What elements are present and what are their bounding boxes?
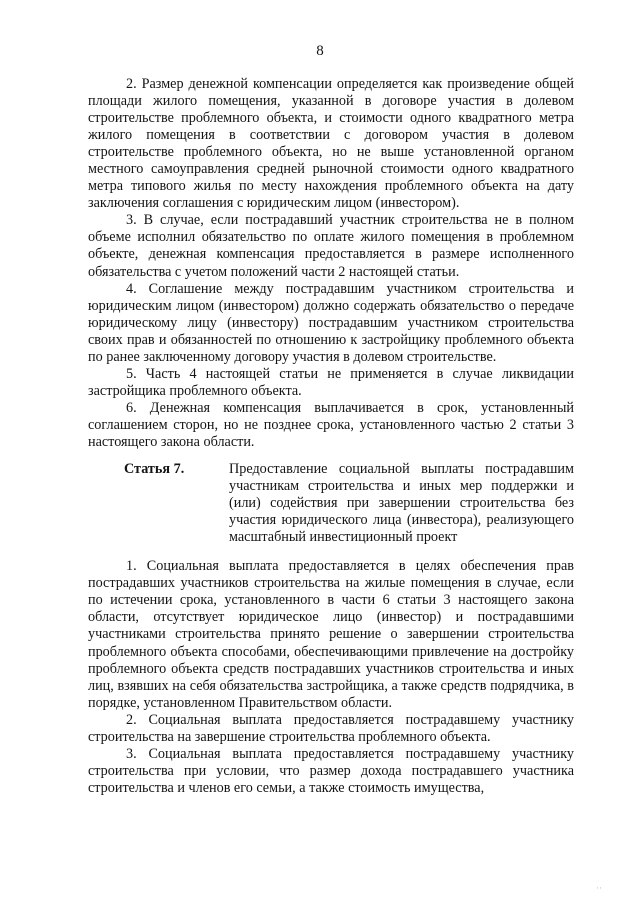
article-title: Предоставление социальной выплаты пострадавшим участникам строительства и иных мер поддержки и (или) содействия при завершении строительства без участия юридического лица (инвестора), реализующего масштабный инвестиционный проект [229, 461, 574, 546]
paragraph-art7-part-2: 2. Социальная выплата предоставляется пострадавшему участнику строительства на завершение строительства проблемного объекта. [88, 711, 574, 745]
paragraph-art7-part-1: 1. Социальная выплата предоставляется в целях обеспечения прав пострадавших участников строительства на жилые помещения в случае, если по истечении срока, установленного в части 6 статьи 3 настоящего закона области, отсутствует юридическое лицо (инвестор) и пострадавшими участниками строительства принято решение о завершении строительства проблемного объекта способами, обеспечивающими привлечение на достройку проблемного объекта средств пострадавших участников строительства и иных лиц, взявших на себя обязательства застройщика, а также средств подрядчика, в порядке, установленном Правительством области. [88, 558, 574, 711]
paragraph-part-4: 4. Соглашение между пострадавшим участником строительства и юридическим лицом (инвестором) должно содержать обязательство о передаче юридическому лицу (инвестору) пострадавшим участником строительства своих прав и обязанностей по отношению к застройщику проблемного объекта по ранее заключенному договору участия в долевом строительстве. [88, 280, 574, 365]
article-label: Статья 7. [124, 461, 185, 478]
paragraph-part-2: 2. Размер денежной компенсации определяется как произведение общей площади жилого помещения, указанной в договоре участия в долевом строительстве проблемного объекта, и стоимости одного квадратного метра жилого помещения в соответствии с договором участия в долевом строительстве проблемного объекта, но не выше установленной органом местного самоуправления средней рыночной стоимости одного квадратного метра типового жилья по месту нахождения проблемного объекта на дату заключения соглашения с юридическим лицом (инвестором). [88, 76, 574, 212]
page-number: 8 [316, 43, 324, 59]
scan-artifact: ·· [596, 883, 602, 893]
paragraph-art7-part-3: 3. Социальная выплата предоставляется пострадавшему участнику строительства при условии, что размер дохода пострадавшего участника строительства и членов его семьи, а также стоимость имущества, [88, 745, 574, 796]
paragraph-part-6: 6. Денежная компенсация выплачивается в срок, установленный соглашением сторон, но не позднее срока, установленного частью 2 статьи 3 настоящего закона области. [88, 399, 574, 450]
paragraph-part-5: 5. Часть 4 настоящей статьи не применяется в случае ликвидации застройщика проблемного объекта. [88, 365, 574, 399]
article-7-heading [88, 461, 574, 546]
document-body [88, 76, 574, 797]
paragraph-part-3: 3. В случае, если пострадавший участник строительства не в полном объеме исполнил обязательство по оплате жилого помещения в проблемном объекте, денежная компенсация предоставляется в размере исполненного обязательства с учетом положений части 2 настоящей статьи. [88, 212, 574, 280]
